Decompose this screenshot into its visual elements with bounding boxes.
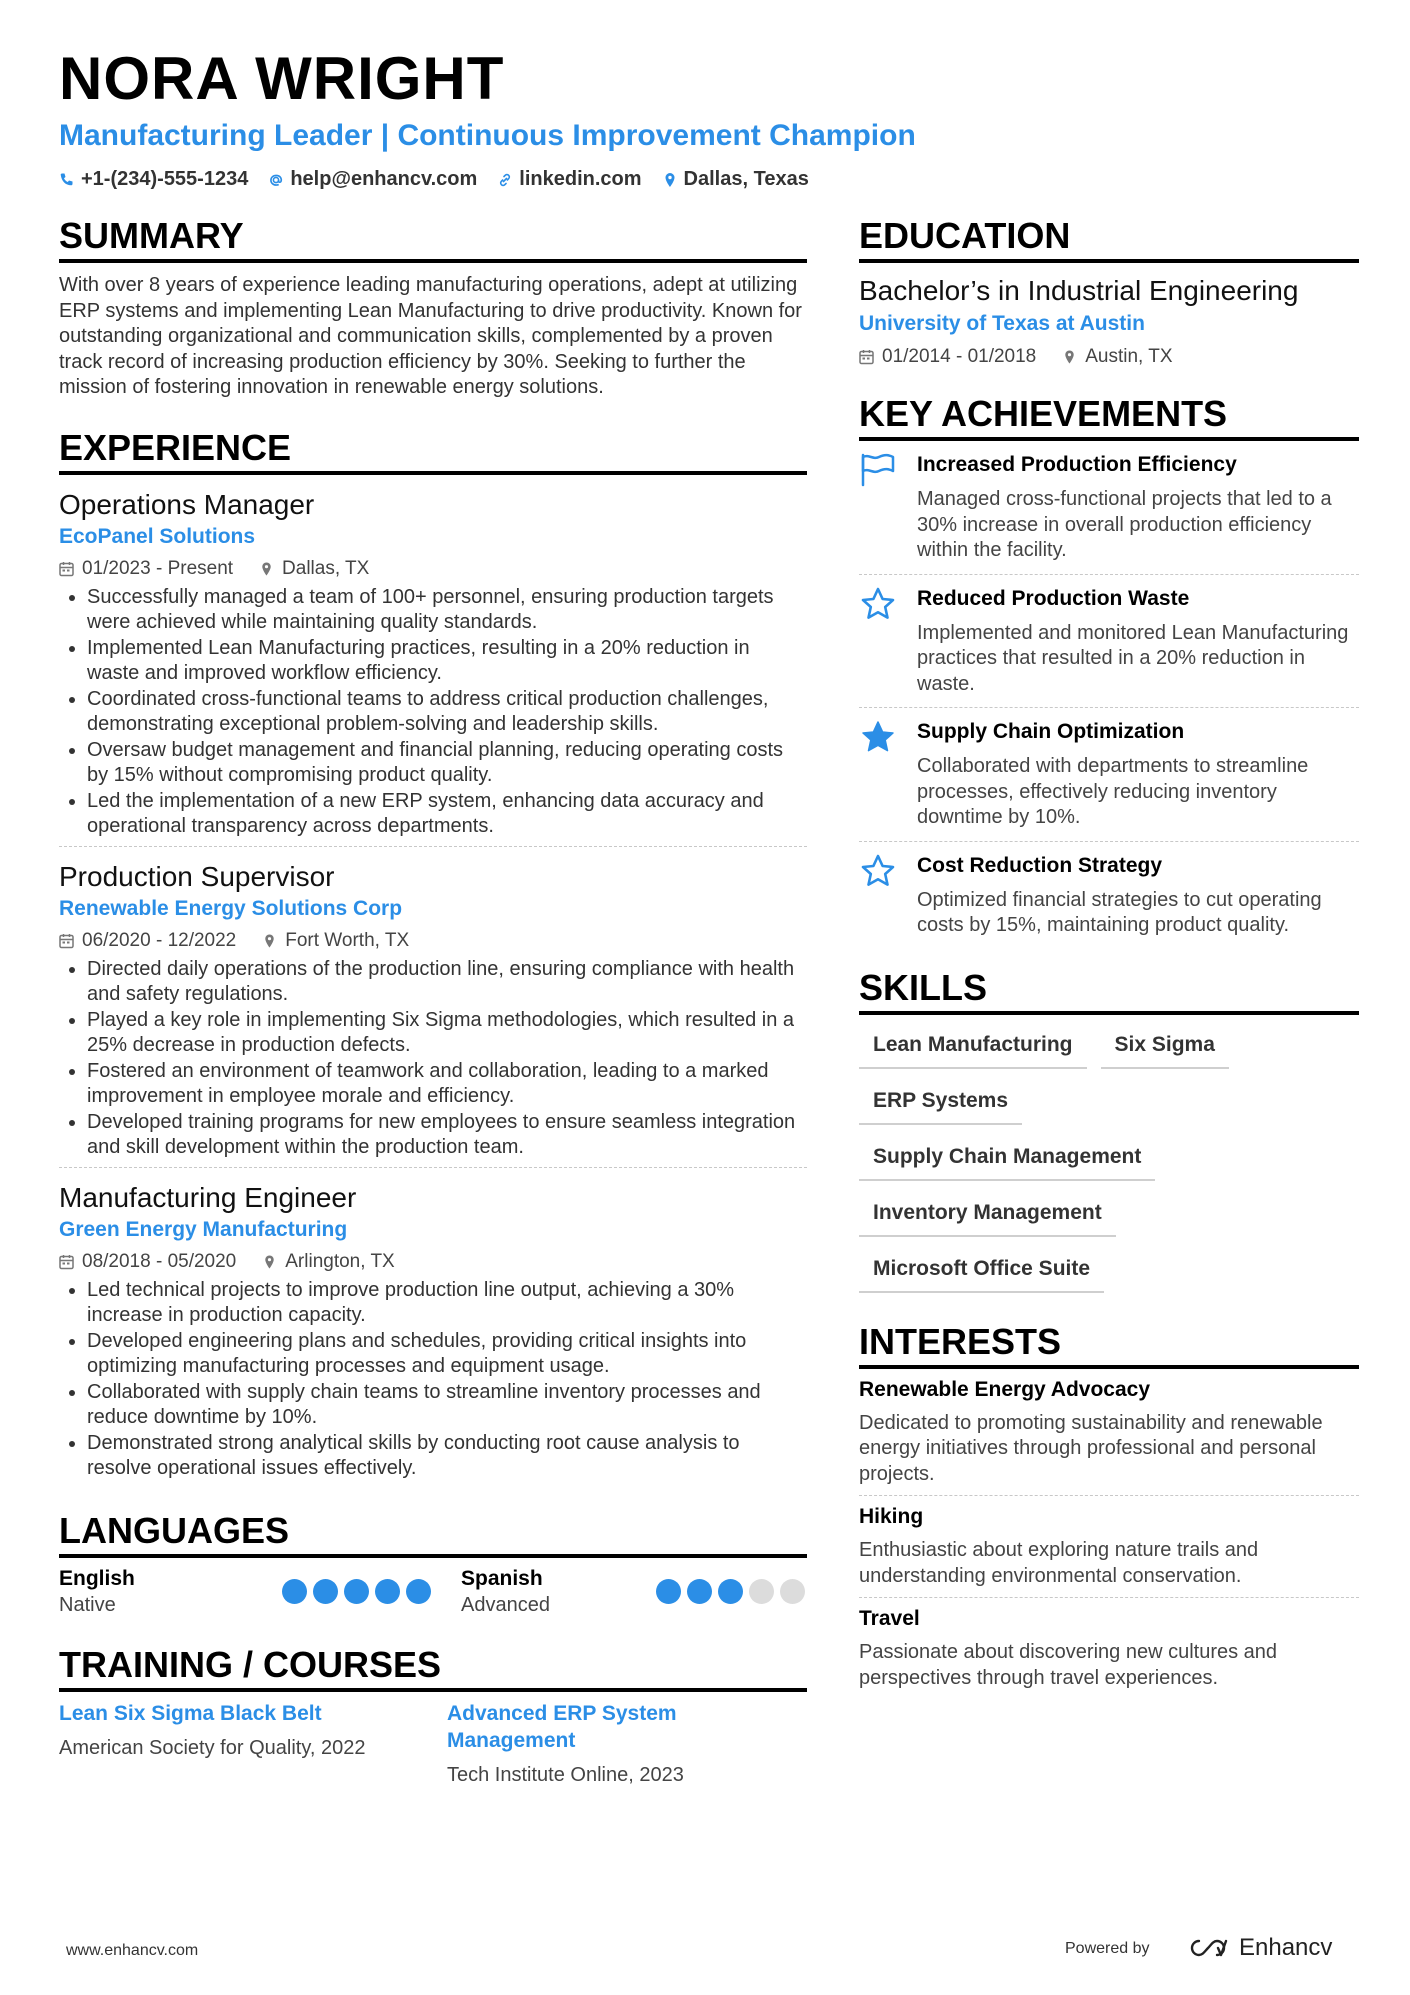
experience-section	[59, 427, 807, 1488]
job-location	[259, 557, 369, 581]
location-text: Austin, TX	[1085, 346, 1173, 367]
courses-grid	[59, 1700, 807, 1788]
job-entry	[59, 1167, 807, 1488]
language-level: Native	[59, 1593, 116, 1616]
course-title[interactable]: Lean Six Sigma Black Belt	[59, 1701, 322, 1725]
achievement-icon	[859, 585, 903, 698]
job-location	[262, 1250, 394, 1274]
achievement-desc: Optimized financial strategies to cut operating costs by 15%, maintaining product quality.	[917, 888, 1322, 936]
language-item	[433, 1566, 807, 1618]
languages-section	[59, 1510, 807, 1618]
star-outline-icon	[859, 587, 897, 621]
job-entry	[59, 846, 807, 1167]
section-title: LANGUAGES	[59, 1510, 807, 1558]
achievement-icon	[859, 718, 903, 831]
contact-phone[interactable]	[59, 168, 248, 191]
achievement-icon	[859, 451, 903, 564]
dates-text: 06/2020 - 12/2022	[82, 929, 237, 951]
job-dates	[59, 1250, 236, 1274]
language-rating	[656, 1566, 805, 1618]
course-item	[433, 1700, 807, 1788]
location-text: Dallas, Texas	[683, 168, 809, 190]
brand-logo[interactable]	[1185, 1934, 1332, 1962]
location-pin-icon	[262, 933, 277, 949]
right-column	[859, 215, 1359, 1725]
linkedin-text: linkedin.com	[519, 168, 642, 190]
location-pin-icon	[262, 1254, 277, 1270]
interest-desc: Enthusiastic about exploring nature trails and understanding environmental conservation.	[859, 1539, 1259, 1587]
skill-tag: Supply Chain Management	[859, 1135, 1155, 1181]
job-title: Operations Manager	[59, 488, 315, 520]
language-item	[59, 1566, 433, 1618]
bullet-item: • Fostered an environment of teamwork and collaboration, leading to a marked improvement in employee morale and efficiency.	[87, 1059, 807, 1110]
skill-tag: Lean Manufacturing	[859, 1023, 1087, 1069]
star-filled-icon	[859, 720, 897, 754]
languages-grid	[59, 1566, 807, 1618]
rating-dot-empty	[780, 1579, 805, 1604]
achievement-title: Reduced Production Waste	[917, 586, 1190, 610]
bullet-item: • Oversaw budget management and financial planning, reducing operating costs by 15% without compromising product quality.	[87, 738, 807, 789]
achievement-desc: Collaborated with departments to streamline processes, effectively reducing inventory downtime by 10%.	[917, 755, 1309, 828]
interest-title: Hiking	[859, 1505, 924, 1528]
section-title: TRAINING / COURSES	[59, 1644, 807, 1692]
job-meta	[59, 929, 807, 953]
bullet-item: • Led the implementation of a new ERP system, enhancing data accuracy and operational transparency across departments.	[87, 789, 807, 840]
job-meta	[59, 1250, 807, 1274]
section-title: KEY ACHIEVEMENTS	[859, 393, 1359, 441]
skill-tag: Inventory Management	[859, 1191, 1116, 1237]
email-text: help@enhancv.com	[290, 168, 478, 190]
location-pin-icon	[662, 172, 678, 188]
interest-item	[859, 1369, 1359, 1496]
summary-text: With over 8 years of experience leading manufacturing operations, adept at utilizing ERP systems and implementing Lean Manufacturing to drive productivity. Known for outstanding organizational and communication skills, complemented by a proven track record of increasing production efficiency by 30%. Seeking to further the mission of fostering innovation in renewable energy solutions.	[59, 274, 802, 398]
footer-url[interactable]: www.enhancv.com	[66, 1942, 199, 1959]
job-bullets	[59, 957, 807, 1161]
calendar-icon	[59, 933, 74, 949]
bullet-item: • Collaborated with supply chain teams to streamline inventory processes and reduce downtime by 10%.	[87, 1380, 807, 1431]
section-title: INTERESTS	[859, 1321, 1359, 1369]
achievement-title: Cost Reduction Strategy	[917, 853, 1163, 877]
rating-dot-empty	[749, 1579, 774, 1604]
rating-dot-filled	[282, 1579, 307, 1604]
skills-section	[859, 967, 1359, 1303]
section-title: SKILLS	[859, 967, 1359, 1015]
education-dates	[859, 345, 1036, 369]
company-name[interactable]: EcoPanel Solutions	[59, 524, 256, 548]
phone-icon	[59, 172, 75, 188]
education-section	[859, 215, 1359, 369]
company-name[interactable]: Renewable Energy Solutions Corp	[59, 896, 403, 920]
job-bullets	[59, 1278, 807, 1482]
powered-by-label: Powered by	[1065, 1940, 1150, 1957]
interest-desc: Dedicated to promoting sustainability and renewable energy initiatives through professional and personal projects.	[859, 1411, 1323, 1485]
location-pin-icon	[1062, 349, 1077, 365]
calendar-icon	[59, 1254, 74, 1270]
calendar-icon	[859, 349, 874, 365]
achievement-icon	[859, 852, 903, 939]
interests-section	[859, 1321, 1359, 1700]
section-title: SUMMARY	[59, 215, 807, 263]
course-title[interactable]: Advanced ERP System Management	[447, 1701, 677, 1752]
job-title: Manufacturing Engineer	[59, 1181, 357, 1213]
achievement-item	[859, 707, 1359, 841]
section-title: EDUCATION	[859, 215, 1359, 263]
interest-title: Travel	[859, 1607, 920, 1630]
rating-dot-filled	[344, 1579, 369, 1604]
location-text: Dallas, TX	[282, 557, 370, 579]
degree-title: Bachelor’s in Industrial Engineering	[859, 275, 1299, 306]
job-title: Production Supervisor	[59, 860, 335, 892]
education-meta	[859, 345, 1359, 369]
star-outline-icon	[859, 854, 897, 888]
bullet-item: • Implemented Lean Manufacturing practices, resulting in a 20% reduction in waste and improved workflow efficiency.	[87, 636, 807, 687]
enhancv-logo-icon	[1185, 1936, 1231, 1960]
dates-text: 01/2023 - Present	[82, 557, 234, 579]
skill-tag: Microsoft Office Suite	[859, 1247, 1104, 1293]
language-rating	[282, 1566, 431, 1618]
school-name[interactable]: University of Texas at Austin	[859, 312, 1145, 335]
job-entry	[59, 475, 807, 846]
job-dates	[59, 557, 233, 581]
location-text: Arlington, TX	[285, 1250, 395, 1272]
bullet-item: • Developed engineering plans and schedules, providing critical insights into optimizing manufacturing processes and equipment usage.	[87, 1329, 807, 1380]
skills-list	[859, 1023, 1359, 1303]
contact-location	[662, 168, 809, 191]
course-provider: American Society for Quality, 2022	[59, 1736, 366, 1759]
rating-dot-filled	[687, 1579, 712, 1604]
rating-dot-filled	[406, 1579, 431, 1604]
location-text: Fort Worth, TX	[285, 929, 410, 951]
summary-section	[59, 215, 807, 401]
language-name: English	[59, 1566, 135, 1590]
rating-dot-filled	[718, 1579, 743, 1604]
training-section	[59, 1644, 807, 1788]
interest-item	[859, 1597, 1359, 1699]
bullet-item: • Directed daily operations of the production line, ensuring compliance with health and safety regulations.	[87, 957, 807, 1008]
education-location	[1062, 345, 1172, 369]
achievement-item	[859, 441, 1359, 574]
contact-bar	[59, 168, 1359, 191]
calendar-icon	[59, 561, 74, 577]
bullet-item: • Developed training programs for new employees to ensure seamless integration and skill development within the production team.	[87, 1110, 807, 1161]
link-icon	[497, 172, 513, 188]
achievements-section	[859, 393, 1359, 949]
rating-dot-filled	[656, 1579, 681, 1604]
bullet-item: • Successfully managed a team of 100+ personnel, ensuring production targets were achieved while maintaining quality standards.	[87, 585, 807, 636]
achievement-item	[859, 574, 1359, 708]
achievement-desc: Implemented and monitored Lean Manufacturing practices that resulted in a 20% reduction in waste.	[917, 621, 1349, 695]
language-name: Spanish	[461, 1566, 543, 1590]
resume-header	[59, 44, 1359, 191]
bullet-item: • Coordinated cross-functional teams to address critical production challenges, demonstrating exceptional problem-solving and leadership skills.	[87, 687, 807, 738]
at-icon	[268, 172, 284, 188]
dates-text: 01/2014 - 01/2018	[882, 346, 1037, 367]
job-meta	[59, 557, 807, 581]
skill-tag: ERP Systems	[859, 1079, 1022, 1125]
bullet-item: • Played a key role in implementing Six Sigma methodologies, which resulted in a 25% decrease in production defects.	[87, 1008, 807, 1059]
contact-email[interactable]	[268, 168, 477, 191]
flag-icon	[859, 453, 897, 487]
interest-item	[859, 1495, 1359, 1597]
brand-name: Enhancv	[1239, 1934, 1333, 1961]
course-provider: Tech Institute Online, 2023	[447, 1763, 684, 1786]
job-dates	[59, 929, 236, 953]
job-location	[262, 929, 409, 953]
candidate-headline: Manufacturing Leader | Continuous Improvement Champion	[59, 119, 916, 152]
section-title: EXPERIENCE	[59, 427, 807, 475]
achievement-desc: Managed cross-functional projects that led to a 30% increase in overall production efficiency within the facility.	[917, 488, 1332, 561]
contact-linkedin[interactable]	[497, 168, 641, 191]
language-level: Advanced	[461, 1593, 550, 1616]
rating-dot-filled	[375, 1579, 400, 1604]
candidate-name: NORA WRIGHT	[59, 45, 505, 112]
job-bullets	[59, 585, 807, 840]
location-pin-icon	[259, 561, 274, 577]
achievement-title: Increased Production Efficiency	[917, 453, 1237, 476]
achievement-item	[859, 841, 1359, 949]
skill-tag: Six Sigma	[1101, 1023, 1229, 1069]
achievement-title: Supply Chain Optimization	[917, 720, 1185, 743]
bullet-item: • Led technical projects to improve production line output, achieving a 30% increase in production capacity.	[87, 1278, 807, 1329]
phone-text: +1-(234)-555-1234	[81, 168, 249, 190]
rating-dot-filled	[313, 1579, 338, 1604]
interest-desc: Passionate about discovering new cultures and perspectives through travel experiences.	[859, 1641, 1278, 1689]
bullet-item: • Demonstrated strong analytical skills by conducting root cause analysis to resolve operational issues effectively.	[87, 1431, 807, 1482]
interest-title: Renewable Energy Advocacy	[859, 1377, 1151, 1401]
dates-text: 08/2018 - 05/2020	[82, 1250, 237, 1272]
course-item	[59, 1700, 433, 1788]
company-name[interactable]: Green Energy Manufacturing	[59, 1217, 348, 1241]
left-column	[59, 215, 807, 1814]
